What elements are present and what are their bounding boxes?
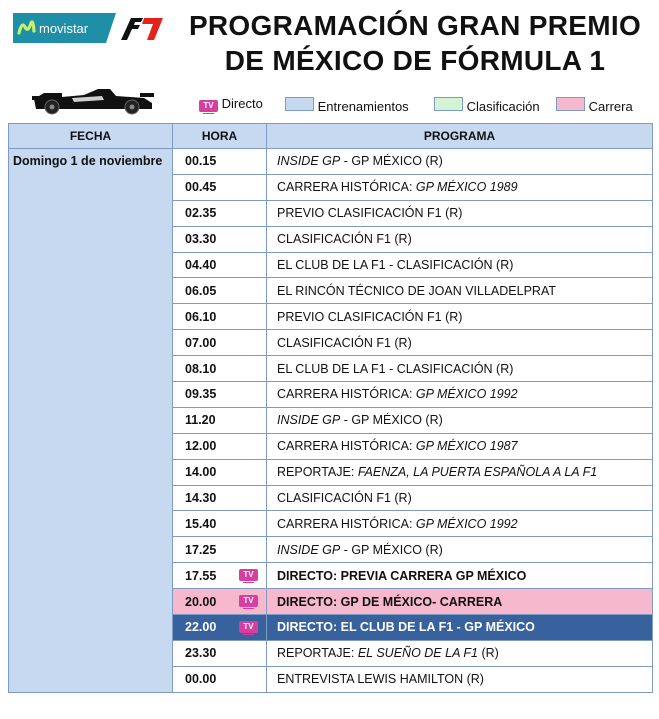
programa-tail: (R) [478, 646, 499, 661]
programa-cell [267, 640, 653, 666]
hora-text: 09.35 [185, 387, 217, 402]
programa-main: DIRECTO: PREVIA CARRERA GP MÉXICO [277, 568, 527, 583]
hora-text: 12.00 [185, 439, 217, 454]
hora-cell [173, 304, 267, 330]
tv-icon: TV [239, 595, 258, 607]
programa-detail: - GP MÉXICO (R) [340, 542, 443, 557]
tv-icon: TV [239, 569, 258, 581]
hora-cell [173, 589, 267, 615]
hora-text: 08.10 [185, 361, 217, 376]
hora-cell [173, 200, 267, 226]
tv-icon: TV [239, 621, 258, 633]
hora-cell [173, 485, 267, 511]
schedule-table [8, 123, 653, 693]
programa-main: CLASIFICACIÓN F1 (R) [277, 335, 412, 350]
movistar-f1-logo [13, 13, 174, 43]
hora-cell [173, 615, 267, 641]
programa-main: CARRERA HISTÓRICA: [277, 180, 416, 195]
programa-cell [267, 666, 653, 692]
programa-cell [267, 589, 653, 615]
hora-cell [173, 356, 267, 382]
programa-cell [267, 252, 653, 278]
hora-cell [173, 511, 267, 537]
programa-detail: GP MÉXICO 1987 [415, 439, 518, 454]
table-row [9, 149, 653, 175]
hora-text: 04.40 [185, 258, 217, 272]
hora-cell [173, 149, 267, 175]
hora-text: 03.30 [185, 232, 217, 247]
hora-text: 06.10 [185, 309, 217, 324]
programa-cell [267, 433, 653, 459]
programa-main: REPORTAJE: [277, 465, 358, 480]
programa-cell [267, 278, 653, 304]
hora-text: 00.15 [185, 154, 217, 169]
tv-icon: TV [199, 100, 218, 112]
programa-main: PREVIO CLASIFICACIÓN F1 (R) [277, 206, 463, 221]
programa-main: CARRERA HISTÓRICA: [277, 516, 416, 531]
fecha-cell: Domingo 1 de noviembre [9, 149, 173, 693]
hora-cell [173, 252, 267, 278]
title-line-1: PROGRAMACIÓN GRAN PREMIO [188, 10, 642, 41]
programa-cell [267, 407, 653, 433]
hora-cell [173, 563, 267, 589]
programa-detail: GP MÉXICO 1992 [415, 387, 518, 402]
programa-cell [267, 226, 653, 252]
hora-cell [173, 278, 267, 304]
legend-swatch-clasificacion [434, 97, 463, 111]
programa-detail: - GP MÉXICO (R) [340, 154, 443, 169]
header-fecha: FECHA [9, 124, 173, 149]
legend-entrenamientos-label: Entrenamientos [317, 99, 409, 114]
programa-cell [267, 200, 653, 226]
hora-cell [173, 433, 267, 459]
legend-directo [199, 97, 263, 111]
header-hora: HORA [173, 124, 267, 149]
header-programa: PROGRAMA [267, 124, 653, 149]
programa-main: CARRERA HISTÓRICA: [277, 387, 416, 402]
programa-main: EL CLUB DE LA F1 - CLASIFICACIÓN (R) [277, 258, 514, 272]
programa-main: PREVIO CLASIFICACIÓN F1 (R) [277, 309, 463, 324]
hora-cell [173, 459, 267, 485]
programa-main: ENTREVISTA LEWIS HAMILTON (R) [277, 672, 484, 687]
page-title [180, 8, 650, 78]
hora-text: 00.00 [185, 672, 217, 687]
hora-cell [173, 640, 267, 666]
legend-swatch-entrenamientos [285, 97, 314, 111]
hora-text: 23.30 [185, 646, 217, 661]
programa-main: EL RINCÓN TÉCNICO DE JOAN VILLADELPRAT [277, 283, 556, 298]
hora-cell [173, 382, 267, 408]
programa-main: INSIDE GP [277, 154, 341, 169]
hora-cell [173, 537, 267, 563]
programa-detail: GP MÉXICO 1992 [415, 516, 518, 531]
hora-text: 20.00 [185, 594, 217, 609]
hora-text: 11.20 [185, 413, 216, 428]
legend-carrera [556, 97, 633, 114]
hora-cell [173, 666, 267, 692]
programa-cell [267, 537, 653, 563]
programa-cell [267, 615, 653, 641]
programa-main: EL CLUB DE LA F1 - CLASIFICACIÓN (R) [277, 361, 514, 376]
hora-text: 14.00 [185, 465, 217, 480]
programa-main: DIRECTO: EL CLUB DE LA F1 - GP MÉXICO [277, 620, 535, 635]
programa-detail: EL SUEÑO DE LA F1 [357, 646, 478, 661]
hora-cell [173, 330, 267, 356]
hora-cell [173, 407, 267, 433]
hora-text: 17.55 [185, 568, 217, 583]
programa-cell [267, 459, 653, 485]
legend-clasificacion-label: Clasificación [466, 99, 540, 114]
legend-clasificacion [434, 97, 540, 114]
programa-cell [267, 174, 653, 200]
legend-swatch-carrera [556, 97, 585, 111]
programa-main: CLASIFICACIÓN F1 (R) [277, 491, 412, 506]
title-line-2: DE MÉXICO DE FÓRMULA 1 [224, 45, 606, 76]
programa-cell [267, 485, 653, 511]
hora-text: 00.45 [185, 180, 217, 195]
programa-detail: FAENZA, LA PUERTA ESPAÑOLA A LA F1 [357, 465, 598, 480]
programa-cell [267, 304, 653, 330]
programa-cell [267, 511, 653, 537]
hora-text: 02.35 [185, 206, 217, 221]
programa-detail: - GP MÉXICO (R) [340, 413, 443, 428]
f1-car-icon [32, 85, 156, 115]
programa-cell [267, 563, 653, 589]
hora-cell [173, 226, 267, 252]
table-body [9, 149, 653, 693]
hora-text: 17.25 [185, 542, 217, 557]
programa-main: INSIDE GP [277, 413, 341, 428]
hora-cell [173, 174, 267, 200]
programa-cell [267, 382, 653, 408]
hora-text: 14.30 [185, 491, 217, 506]
programa-main: REPORTAJE: [277, 646, 358, 661]
legend-directo-label: Directo [221, 96, 263, 111]
programa-main: INSIDE GP [277, 542, 341, 557]
programa-main: CARRERA HISTÓRICA: [277, 439, 416, 454]
programa-cell [267, 330, 653, 356]
programa-main: CLASIFICACIÓN F1 (R) [277, 232, 412, 247]
table-header-row [9, 124, 653, 149]
programa-cell [267, 149, 653, 175]
brand-name: movistar [39, 21, 89, 36]
programa-main: DIRECTO: GP DE MÉXICO- CARRERA [277, 594, 503, 609]
hora-text: 06.05 [185, 283, 217, 298]
hora-text: 22.00 [185, 620, 217, 635]
hora-text: 07.00 [185, 335, 217, 350]
legend-carrera-label: Carrera [588, 99, 633, 114]
programa-cell [267, 356, 653, 382]
hora-text: 15.40 [185, 516, 217, 531]
programa-detail: GP MÉXICO 1989 [415, 180, 518, 195]
legend-entrenamientos [285, 97, 409, 114]
